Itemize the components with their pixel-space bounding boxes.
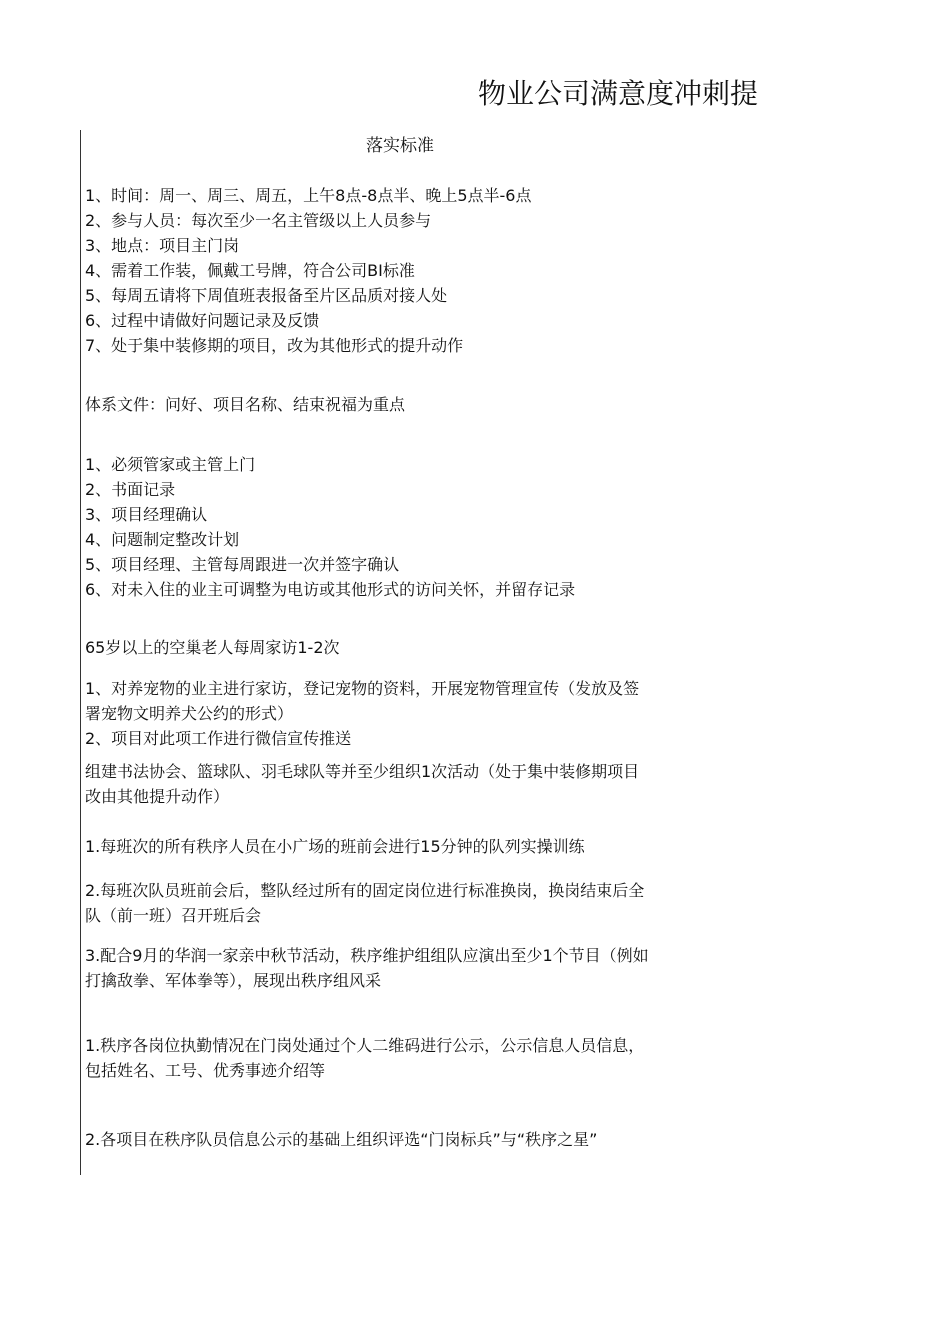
list-item: 1、必须管家或主管上门 [85, 455, 256, 474]
list-item: 3、地点：项目主门岗 [85, 236, 240, 255]
list-item: 1、对养宠物的业主进行家访，登记宠物的资料，开展宠物管理宣传（发放及签 [85, 679, 640, 698]
list-item: 1、时间：周一、周三、周五，上午8点-8点半、晚上5点半-6点 [85, 186, 532, 205]
list-item: 2.每班次队员班前会后，整队经过所有的固定岗位进行标准换岗，换岗结束后全 [85, 881, 645, 900]
list-item: 1.秩序各岗位执勤情况在门岗处通过个人二维码进行公示，公示信息人员信息， [85, 1036, 645, 1055]
column-divider [80, 130, 81, 1175]
list-item: 65岁以上的空巢老人每周家访1-2次 [85, 638, 340, 657]
list-item: 3.配合9月的华润一家亲中秋节活动，秩序维护组组队应演出至少1个节目（例如 [85, 946, 649, 965]
list-item: 3、项目经理确认 [85, 505, 208, 524]
list-item: 2、参与人员：每次至少一名主管级以上人员参与 [85, 211, 432, 230]
list-item: 包括姓名、工号、优秀事迹介绍等 [85, 1061, 326, 1080]
list-item: 4、问题制定整改计划 [85, 530, 240, 549]
list-item: 2、项目对此项工作进行微信宣传推送 [85, 729, 352, 748]
column-header: 落实标准 [366, 136, 434, 156]
list-item: 7、处于集中装修期的项目，改为其他形式的提升动作 [85, 336, 464, 355]
duty-publicity-note [85, 1033, 715, 1083]
list-item: 改由其他提升动作） [85, 787, 230, 806]
shift-change-note [85, 878, 715, 928]
list-item: 2、书面记录 [85, 480, 176, 499]
festival-performance-note [85, 943, 715, 993]
community-activity-note [85, 759, 715, 809]
list-item: 5、每周五请将下周值班表报备至片区品质对接人处 [85, 286, 448, 305]
list-item: 1.每班次的所有秩序人员在小广场的班前会进行15分钟的队列实操训练 [85, 837, 585, 856]
list-item: 2.各项目在秩序队员信息公示的基础上组织评选“门岗标兵”与“秩序之星” [85, 1130, 598, 1149]
system-document-note [85, 392, 715, 417]
list-item: 4、需着工作装，佩戴工号牌，符合公司BI标准 [85, 261, 415, 280]
list-item: 6、对未入住的业主可调整为电访或其他形式的访问关怀，并留存记录 [85, 580, 576, 599]
elderly-visit-note [85, 635, 715, 660]
pet-management-list [85, 676, 715, 751]
standard-schedule-list [85, 183, 715, 358]
home-visit-list [85, 452, 715, 602]
list-item: 组建书法协会、篮球队、羽毛球队等并至少组织1次活动（处于集中装修期项目 [85, 762, 640, 781]
document-title: 物业公司满意度冲刺提 [478, 77, 759, 110]
list-item: 5、项目经理、主管每周跟进一次并签字确认 [85, 555, 400, 574]
list-item: 6、过程中请做好问题记录及反馈 [85, 311, 320, 330]
list-item: 体系文件：问好、项目名称、结束祝福为重点 [85, 395, 406, 414]
list-item: 署宠物文明养犬公约的形式） [85, 704, 294, 723]
list-item: 队（前一班）召开班后会 [85, 906, 262, 925]
drill-training-note [85, 834, 715, 859]
staff-award-note [85, 1127, 715, 1152]
list-item: 打擒敌拳、军体拳等），展现出秩序组风采 [85, 971, 382, 990]
